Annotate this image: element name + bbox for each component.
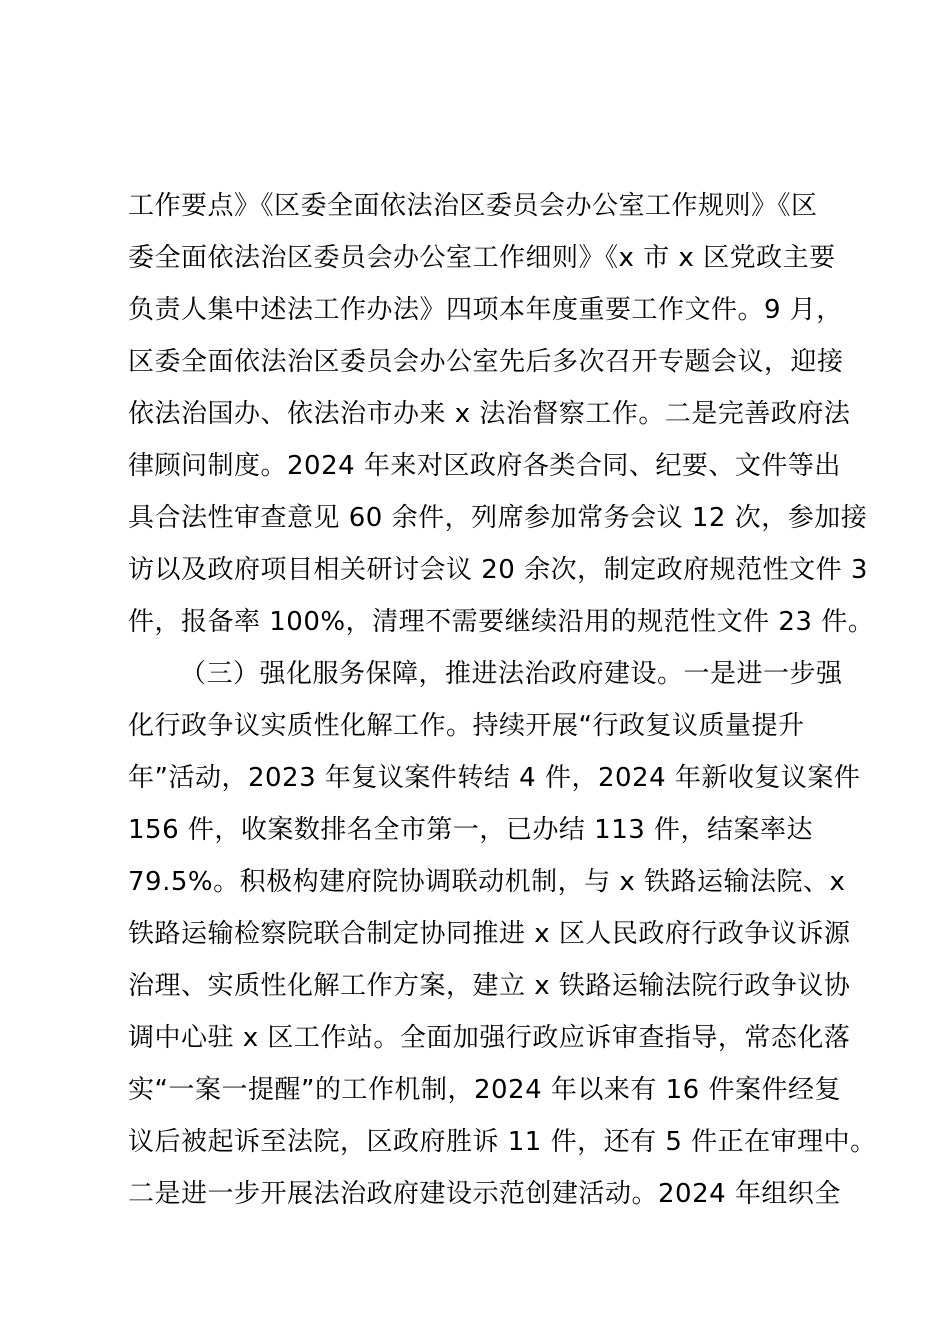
text-line: 律顾问制度。2024 年来对区政府各类合同、纪要、文件等出: [128, 451, 841, 481]
text-line: 具合法性审查意见 60 余件，列席参加常务会议 12 次，参加接: [128, 503, 868, 533]
text-line: 铁路运输检察院联合制定协同推进 x 区人民政府行政争议诉源: [128, 919, 851, 949]
body-text: [128, 180, 877, 1220]
text-line: 负责人集中述法工作办法》四项本年度重要工作文件。9 月，: [128, 295, 843, 325]
text-line: 工作要点》《区委全面依法治区委员会办公室工作规则》《区: [128, 191, 818, 221]
text-line: 79.5%。积极构建府院协调联动机制，与 x 铁路运输法院、x: [128, 867, 846, 897]
text-line: 二是进一步开展法治政府建设示范创建活动。2024 年组织全: [128, 1179, 841, 1209]
text-line: 议后被起诉至法院，区政府胜诉 11 件，还有 5 件正在审理中。: [128, 1127, 877, 1157]
text-line: 件，报备率 100%，清理不需要继续沿用的规范性文件 23 件。: [128, 607, 875, 637]
text-line: 依法治国办、依法治市办来 x 法治督察工作。二是完善政府法: [128, 399, 851, 429]
text-line: 156 件，收案数排名全市第一，已办结 113 件，结案率达: [128, 815, 814, 845]
text-line: 实“一案一提醒”的工作机制，2024 年以来有 16 件案件经复: [128, 1075, 841, 1105]
text-line: 治理、实质性化解工作方案，建立 x 铁路运输法院行政争议协: [128, 971, 851, 1001]
text-line: 化行政争议实质性化解工作。持续开展“行政复议质量提升: [128, 711, 805, 741]
text-line: 访以及政府项目相关研讨会议 20 余次，制定政府规范性文件 3: [128, 555, 868, 585]
text-line: 年”活动，2023 年复议案件转结 4 件，2024 年新收复议案件: [128, 763, 861, 793]
text-line: 委全面依法治区委员会办公室工作细则》《x 市 x 区党政主要: [128, 243, 836, 273]
text-line: 区委全面依法治区委员会办公室先后多次召开专题会议，迎接: [128, 347, 844, 377]
section-heading-line: （三）强化服务保障，推进法治政府建设。一是进一步强: [180, 659, 843, 689]
text-line: 调中心驻 x 区工作站。全面加强行政应诉审查指导，常态化落: [128, 1023, 851, 1053]
